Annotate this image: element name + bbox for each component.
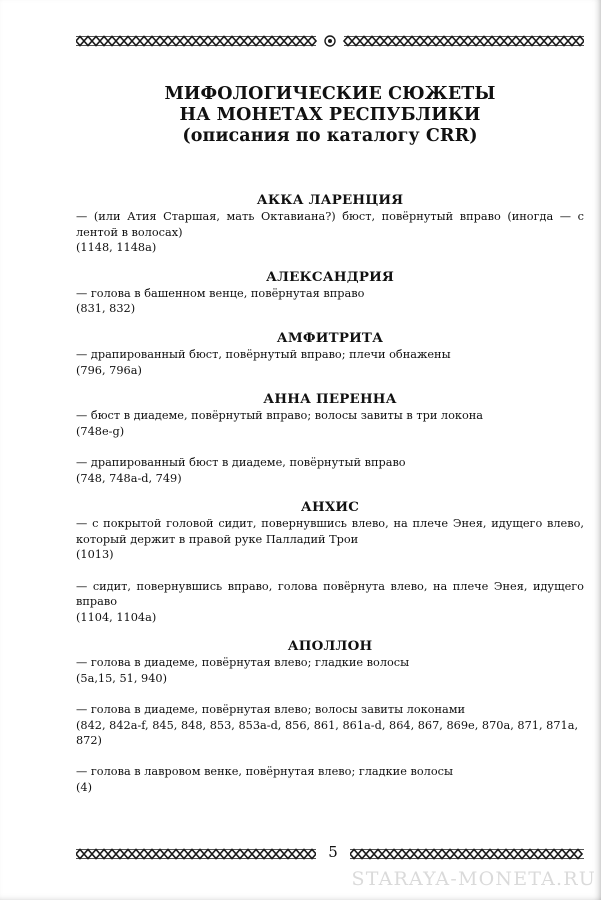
ornament-link — [172, 37, 180, 46]
ornament-link — [512, 37, 520, 46]
ornament-link — [228, 850, 236, 859]
entry-description: — драпированный бюст, повёрнутый вправо; плечи обнажены — [76, 347, 451, 361]
ornament-link — [398, 850, 406, 859]
ornament-link — [542, 850, 550, 859]
ornament-link — [518, 850, 526, 859]
entry-catalog-refs: (1148, 1148a) — [76, 241, 157, 255]
ornament-link — [440, 37, 448, 46]
section-heading: АККА ЛАРЕНЦИЯ — [256, 192, 404, 208]
ornament-link — [236, 850, 244, 859]
ornament-link — [454, 850, 462, 859]
ornament-link — [560, 37, 568, 46]
list-item — [76, 408, 584, 439]
list-item — [76, 702, 584, 749]
section-heading: АЛЕКСАНДРИЯ — [266, 268, 394, 285]
ornament-link — [308, 37, 316, 46]
ornament-link — [504, 37, 512, 46]
ornament-link — [108, 850, 116, 859]
ornament-link — [284, 850, 292, 859]
section-akka-larentsiya — [76, 192, 584, 256]
page-title — [76, 84, 584, 147]
ornament-link — [502, 850, 510, 859]
ornament-link — [344, 37, 352, 46]
list-item — [76, 516, 584, 563]
ornament-link — [132, 850, 140, 859]
list-item — [76, 655, 584, 686]
ornament-link — [308, 850, 316, 859]
ornament-link — [414, 850, 422, 859]
ornament-link — [494, 850, 502, 859]
ornament-link — [552, 37, 560, 46]
section-heading: АПОЛЛОН — [287, 638, 373, 655]
ornament-link — [92, 37, 100, 46]
ornament-link — [76, 850, 84, 859]
ornament-link — [116, 850, 124, 859]
ornament-link — [156, 850, 164, 859]
ornament-link — [526, 850, 534, 859]
ornament-link — [196, 850, 204, 859]
ornament-link — [116, 37, 124, 46]
ornament-link — [422, 850, 430, 859]
ornament-link — [156, 37, 164, 46]
ornament-link — [300, 37, 308, 46]
watermark-text: STARAYA-MONETA.RU — [351, 868, 596, 890]
ornament-link — [382, 850, 390, 859]
entry-catalog-refs: (748, 748a-d, 749) — [76, 471, 182, 485]
ornament-link — [76, 37, 84, 46]
ornament-link — [368, 37, 376, 46]
entry-catalog-refs: (4) — [76, 781, 93, 795]
entry-description: — с покрытой головой сидит, повернувшись влево, на плече Энея, идущего влево, который держит в правой руке Палладий Трои — [76, 517, 584, 546]
ornament-link — [488, 37, 496, 46]
ornament-link — [358, 850, 366, 859]
entry-description: — голова в башенном венце, повёрнутая вправо — [76, 286, 365, 300]
ornament-link — [260, 37, 268, 46]
ornament-link — [544, 37, 552, 46]
section-heading: АНХИС — [300, 499, 360, 516]
ornament-link — [172, 850, 180, 859]
ornament-link — [408, 37, 416, 46]
ornament-link — [424, 37, 432, 46]
entry-description: — (или Атия Старшая, мать Октавиана?) бюст, повёрнутый вправо (иногда — с лентой в волосах) — [76, 210, 584, 239]
ornament-link — [220, 850, 228, 859]
ornament-link — [438, 850, 446, 859]
ornament-link — [148, 37, 156, 46]
ornament-link — [566, 850, 574, 859]
ornament-link — [292, 37, 300, 46]
ornament-link — [300, 850, 308, 859]
ornament-link — [406, 850, 414, 859]
ornament-medallion-center — [328, 39, 332, 43]
ornament-link — [472, 37, 480, 46]
ornament-link — [124, 37, 132, 46]
ornament-link — [574, 850, 582, 859]
ornament-link — [228, 37, 236, 46]
entry-catalog-refs: (831, 832) — [76, 302, 136, 316]
entry-catalog-refs: (1013) — [76, 548, 114, 562]
bottom-ornament-left — [76, 846, 316, 860]
list-item — [76, 455, 584, 486]
entry-catalog-refs: (1104, 1104a) — [76, 610, 157, 624]
list-item — [76, 764, 584, 795]
ornament-link — [100, 850, 108, 859]
entry-description: — голова в лавровом венке, повёрнутая влево; гладкие волосы — [76, 765, 453, 779]
entry-catalog-refs: (748e-g) — [76, 424, 125, 438]
section-heading: АМФИТРИТА — [276, 329, 384, 346]
ornament-link — [430, 850, 438, 859]
entry-description: — голова в диадеме, повёрнутая влево; волосы завиты локонами — [76, 703, 466, 717]
ornament-link — [536, 37, 544, 46]
ornament-link — [196, 37, 204, 46]
ornament-link — [528, 37, 536, 46]
ornament-link — [360, 37, 368, 46]
ornament-link — [550, 850, 558, 859]
ornament-link — [260, 850, 268, 859]
ornament-link — [284, 37, 292, 46]
ornament-link — [384, 37, 392, 46]
ornament-link — [352, 37, 360, 46]
ornament-link — [276, 850, 284, 859]
page-title-line-3: (описания по каталогу CRR) — [182, 126, 478, 146]
section-amfitrita — [76, 330, 584, 378]
ornament-link — [108, 37, 116, 46]
ornament-link — [416, 37, 424, 46]
ornament-link — [276, 37, 284, 46]
ornament-link — [292, 850, 300, 859]
ornament-link — [252, 850, 260, 859]
page-number: 5 — [328, 843, 338, 861]
ornament-link — [204, 850, 212, 859]
ornament-link — [252, 37, 260, 46]
ornament-link — [188, 850, 196, 859]
entry-catalog-refs: (796, 796a) — [76, 363, 142, 377]
ornament-link — [510, 850, 518, 859]
ornament-link — [244, 850, 252, 859]
ornament-link — [520, 37, 528, 46]
ornament-link — [164, 850, 172, 859]
top-ornament-border — [76, 34, 584, 48]
ornament-link — [432, 37, 440, 46]
list-item — [76, 286, 584, 317]
ornament-link — [496, 37, 504, 46]
section-ankhis — [76, 499, 584, 625]
ornament-link — [268, 37, 276, 46]
ornament-link — [350, 850, 358, 859]
ornament-link — [470, 850, 478, 859]
ornament-link — [92, 850, 100, 859]
ornament-link — [390, 850, 398, 859]
ornament-link — [188, 37, 196, 46]
entry-catalog-refs: (842, 842a-f, 845, 848, 853, 853a-d, 856, 861, 861a-d, 864, 867, 869e, 870a, 871, 871a, 872) — [76, 718, 579, 748]
ornament-link — [400, 37, 408, 46]
ornament-link — [464, 37, 472, 46]
entry-description: — сидит, повернувшись вправо, голова повёрнута влево, на плече Энея, идущего вправо — [76, 579, 584, 609]
bottom-ornament-right — [350, 846, 584, 860]
entry-description: — бюст в диадеме, повёрнутый вправо; волосы завиты в три локона — [76, 409, 484, 423]
catalog-content — [76, 192, 584, 796]
ornament-link — [212, 37, 220, 46]
entry-catalog-refs: (5a,15, 51, 940) — [76, 671, 168, 685]
entry-description: — голова в диадеме, повёрнутая влево; гладкие волосы — [76, 656, 410, 670]
ornament-link — [268, 850, 276, 859]
ornament-link — [220, 37, 228, 46]
ornament-link — [376, 37, 384, 46]
ornament-link — [374, 850, 382, 859]
ornament-link — [84, 37, 92, 46]
ornament-link — [140, 850, 148, 859]
list-item — [76, 347, 584, 378]
ornament-link — [124, 850, 132, 859]
ornament-link — [478, 850, 486, 859]
list-item — [76, 209, 584, 256]
entry-description: — драпированный бюст в диадеме, повёрнутый вправо — [76, 455, 406, 469]
section-heading: АННА ПЕРЕННА — [263, 391, 397, 408]
ornament-link — [132, 37, 140, 46]
ornament-link — [558, 850, 566, 859]
ornament-link — [576, 37, 584, 46]
ornament-link — [140, 37, 148, 46]
ornament-link — [480, 37, 488, 46]
section-aleksandriya — [76, 269, 584, 317]
ornament-link — [568, 37, 576, 46]
page-title-line-1: МИФОЛОГИЧЕСКИЕ СЮЖЕТЫ — [164, 84, 496, 104]
list-item — [76, 579, 584, 626]
ornament-link — [448, 37, 456, 46]
ornament-link — [244, 37, 252, 46]
ornament-link — [534, 850, 542, 859]
ornament-link — [212, 850, 220, 859]
ornament-link — [486, 850, 494, 859]
ornament-link — [392, 37, 400, 46]
ornament-link — [84, 850, 92, 859]
ornament-link — [456, 37, 464, 46]
ornament-link — [180, 850, 188, 859]
ornament-link — [100, 37, 108, 46]
section-apollon — [76, 638, 584, 795]
ornament-link — [462, 850, 470, 859]
section-anna-perenna — [76, 391, 584, 486]
page-title-line-2: НА МОНЕТАХ РЕСПУБЛИКИ — [179, 105, 481, 125]
ornament-link — [446, 850, 454, 859]
ornament-link — [366, 850, 374, 859]
ornament-link — [148, 850, 156, 859]
ornament-link — [204, 37, 212, 46]
ornament-link — [180, 37, 188, 46]
ornament-link — [164, 37, 172, 46]
ornament-link — [236, 37, 244, 46]
